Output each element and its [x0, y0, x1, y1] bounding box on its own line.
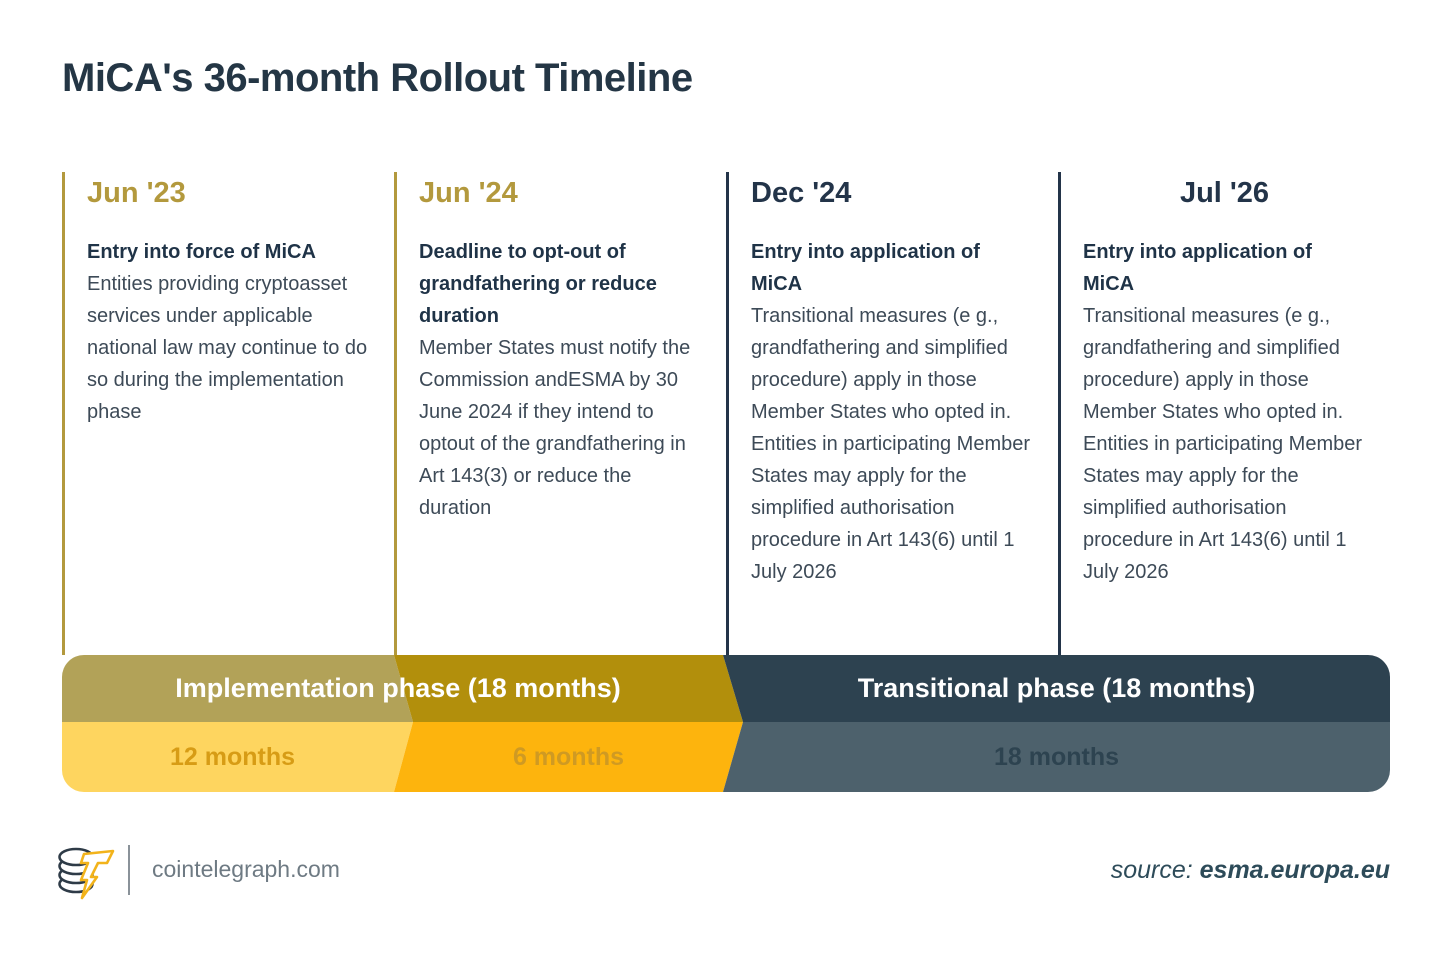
column-date: Jun '24 [419, 177, 518, 209]
column-heading: Entry into application of MiCA [1083, 241, 1312, 295]
timeline-column-dec-24 [726, 172, 1058, 655]
duration-12-months-label: 12 months [169, 742, 296, 771]
site-url: cointelegraph.com [152, 856, 340, 882]
column-date: Jul '26 [1179, 177, 1270, 209]
lightning-bolt-icon [81, 851, 113, 898]
page-title: MiCA's 36-month Rollout Timeline [62, 56, 693, 100]
column-heading: Entry into application of MiCA [751, 241, 980, 295]
column-date: Dec '24 [751, 177, 852, 209]
column-text [751, 236, 1034, 588]
footer-divider [128, 845, 130, 895]
column-heading: Entry into force of MiCA [87, 241, 316, 263]
column-body: Member States must notify the Commission andESMA by 30 June 2024 if they intend to optout of the grandfathering in Art 143(3) or reduce the duration [419, 337, 691, 519]
timeline-columns [62, 172, 1390, 655]
transitional-phase-label: Transitional phase (18 months) [857, 673, 1256, 703]
implementation-phase-label: Implementation phase (18 months) [175, 673, 621, 703]
cointelegraph-logo-icon [56, 842, 116, 905]
column-text [87, 236, 370, 428]
column-heading: Deadline to opt-out of grandfathering or reduce duration [419, 241, 657, 327]
source-prefix: source: [1110, 856, 1200, 884]
source-text [1111, 856, 1390, 885]
column-body: Entities providing cryptoasset services under applicable national law may continue to do so during the implementation phase [87, 273, 368, 423]
duration-18-months-label: 18 months [993, 742, 1120, 771]
column-date: Jun '23 [87, 177, 186, 209]
duration-6-months-label: 6 months [512, 742, 625, 771]
timeline-column-jun-23 [62, 172, 394, 655]
source-name: esma.europa.eu [1199, 856, 1390, 884]
timeline-column-jul-26 [1058, 172, 1390, 655]
column-body: Transitional measures (e g., grandfathering and simplified procedure) apply in those Member States who opted in. Entities in participating Member States may apply for the simplified authorisation procedure in Art 143(6) until 1 July 2026 [1083, 305, 1363, 583]
column-body: Transitional measures (e g., grandfathering and simplified procedure) apply in those Member States who opted in. Entities in participating Member States may apply for the simplified authorisation procedure in Art 143(6) until 1 July 2026 [751, 305, 1031, 583]
column-text [419, 236, 702, 524]
timeline-column-jun-24 [394, 172, 726, 655]
column-text [1083, 236, 1366, 588]
phase-bars [62, 655, 1390, 792]
